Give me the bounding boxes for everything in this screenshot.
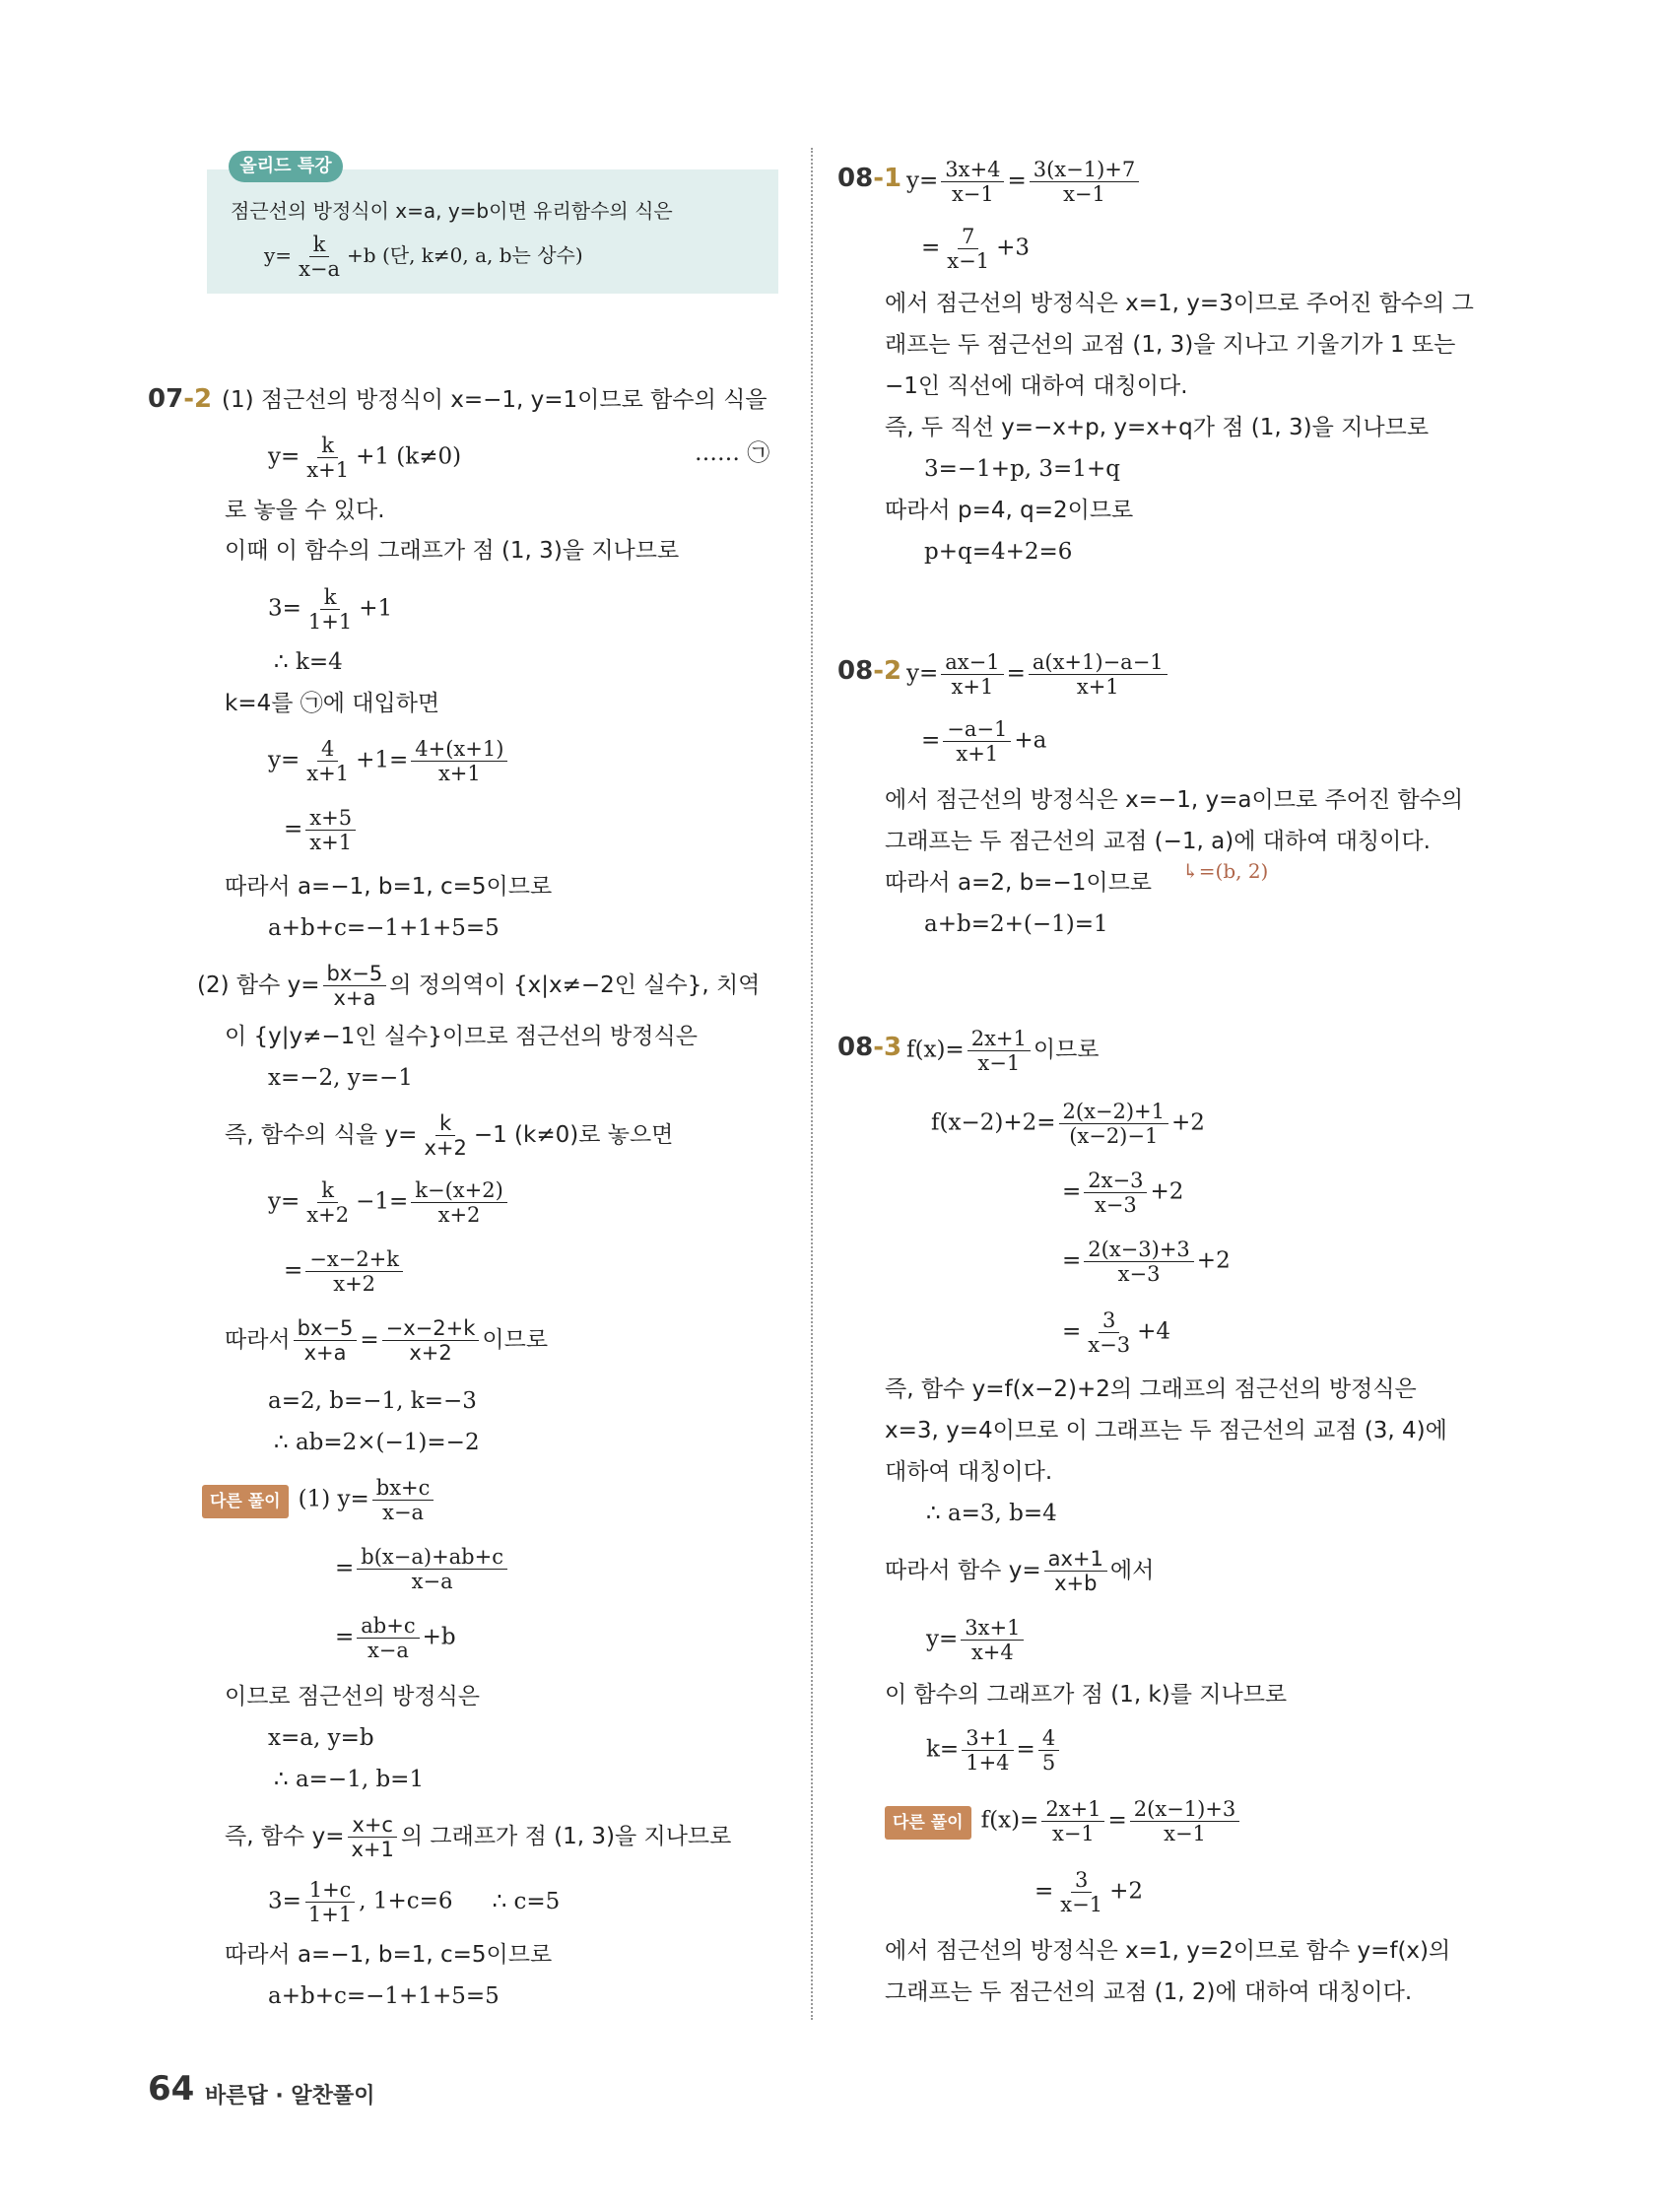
- p08-3-eq: = $\frac{3}{x-3}$ +4: [1062, 1308, 1170, 1357]
- p08-3-alt: 다른 풀이 f(x)= $\frac{2x+1}{x-1}$ = $\frac{2(x-1)+3}{x-1}$: [885, 1797, 1242, 1845]
- p07-2-alt-eq: = $\frac{ab+c}{x-a}$ +b: [335, 1614, 456, 1662]
- p08-1-eq: = $\frac{7}{x-1}$ +3: [921, 225, 1030, 273]
- alt-solution-badge: 다른 풀이: [885, 1806, 971, 1840]
- p07-2-line: ∴ ab=2×(−1)=−2: [274, 1430, 480, 1455]
- p08-3-alt-line: 에서 점근선의 방정식은 x=1, y=2이므로 함수 y=f(x)의: [885, 1938, 1451, 1964]
- p07-2-line: 따라서 a=−1, b=1, c=5이므로: [225, 874, 553, 900]
- p08-2-eq: = $\frac{-a-1}{x+1}$ +a: [921, 717, 1047, 766]
- p08-3-eq: = $\frac{2(x-3)+3}{x-3}$ +2: [1062, 1238, 1231, 1286]
- tip-line-1: 점근선의 방정식이 x=a, y=b이면 유리함수의 식은: [231, 199, 673, 223]
- p08-3-alt-line: 그래프는 두 점근선의 교점 (1, 2)에 대하여 대칭이다.: [885, 1979, 1413, 2005]
- p08-3-line: 이 함수의 그래프가 점 (1, k)를 지나므로: [885, 1682, 1288, 1708]
- p08-3-line: 즉, 함수 y=f(x−2)+2의 그래프의 점근선의 방정식은: [885, 1376, 1417, 1402]
- page-number: 64: [148, 2069, 195, 2109]
- p08-1-line: 3=−1+p, 3=1+q: [924, 456, 1120, 482]
- p07-2-line: 이 {y|y≠−1인 실수}이므로 점근선의 방정식은: [225, 1024, 698, 1049]
- column-divider: [811, 148, 813, 2020]
- p08-3-eq: f(x−2)+2= $\frac{2(x-2)+1}{(x-2)-1}$ +2: [931, 1100, 1205, 1148]
- p07-2-line: 로 놓을 수 있다.: [225, 498, 385, 523]
- p08-1-line: 래프는 두 점근선의 교점 (1, 3)을 지나고 기울기가 1 또는: [885, 332, 1456, 358]
- p07-2-eq: y= $\frac{k}{x+2}$ −1= $\frac{k-(x+2)}{x+2}$: [268, 1178, 510, 1227]
- p07-2-alt-line: 이므로 점근선의 방정식은: [225, 1684, 481, 1709]
- p07-2-alt-line: a+b+c=−1+1+5=5: [268, 1983, 500, 2009]
- tip-badge: 올리드 특강: [229, 151, 343, 182]
- p08-1-line: −1인 직선에 대하여 대칭이다.: [885, 373, 1188, 399]
- problem-07-2-number: 07-2: [148, 384, 213, 414]
- p07-2-alt-eq: 즉, 함수 y= $\frac{x+c}{x+1}$ 의 그래프가 점 (1, 3)을 지나므로: [225, 1813, 732, 1861]
- p07-2-alt-eq: 3= $\frac{1+c}{1+1}$ , 1+c=6 ∴ c=5: [268, 1878, 561, 1926]
- p08-2-eq: y= $\frac{ax-1}{x+1}$ = $\frac{a(x+1)-a-1}{x+1}$: [906, 650, 1170, 699]
- p07-2-line: k=4를 ㉠에 대입하면: [225, 691, 440, 716]
- p08-2-note: ↳=(b, 2): [1182, 859, 1269, 883]
- p08-3-eq: 따라서 함수 y= $\frac{ax+1}{x+b}$ 에서: [885, 1547, 1155, 1595]
- p07-2-eq: = $\frac{x+5}{x+1}$: [284, 806, 359, 854]
- p07-2-line: a+b+c=−1+1+5=5: [268, 915, 500, 941]
- p08-1-line: 따라서 p=4, q=2이므로: [885, 498, 1134, 523]
- alt-solution-badge: 다른 풀이: [202, 1485, 289, 1518]
- problem-08-3-number: 08-3: [837, 1033, 902, 1062]
- p07-2-line: (1) 점근선의 방정식이 x=−1, y=1이므로 함수의 식을: [222, 387, 767, 413]
- p08-3-eq: f(x)= $\frac{2x+1}{x-1}$ 이므로: [906, 1027, 1100, 1075]
- p08-3-alt-eq: = $\frac{3}{x-1}$ +2: [1034, 1868, 1143, 1916]
- p08-2-line: 에서 점근선의 방정식은 x=−1, y=a이므로 주어진 함수의: [885, 787, 1464, 813]
- p07-2-eq: 따라서 $\frac{bx-5}{x+a}$ = $\frac{-x-2+k}{x+2}$ 이므로: [225, 1316, 549, 1365]
- p07-2-alt-eq: = $\frac{b(x-a)+ab+c}{x-a}$: [335, 1545, 510, 1593]
- p07-2-eq: y= $\frac{4}{x+1}$ +1= $\frac{4+(x+1)}{x+1}$: [268, 737, 510, 785]
- p08-1-line: p+q=4+2=6: [924, 539, 1073, 565]
- p08-3-eq: y= $\frac{3x+1}{x+4}$: [926, 1616, 1027, 1664]
- p08-2-line: a+b=2+(−1)=1: [924, 911, 1108, 937]
- p08-3-eq: = $\frac{2x-3}{x-3}$ +2: [1062, 1169, 1184, 1217]
- p07-2-eq: 3= $\frac{k}{1+1}$ +1: [268, 585, 393, 634]
- p08-3-line: x=3, y=4이므로 이 그래프는 두 점근선의 교점 (3, 4)에: [885, 1418, 1447, 1443]
- problem-08-1-number: 08-1: [837, 164, 902, 193]
- p07-2-line: a=2, b=−1, k=−3: [268, 1388, 477, 1414]
- footer-title: 바른답 · 알찬풀이: [205, 2084, 375, 2109]
- p08-3-eq: k= $\frac{3+1}{1+4}$ = $\frac{4}{5}$: [926, 1726, 1062, 1775]
- p08-1-line: 즉, 두 직선 y=−x+p, y=x+q가 점 (1, 3)을 지나므로: [885, 415, 1430, 440]
- p07-2-eq: 즉, 함수의 식을 y= $\frac{k}{x+2}$ −1 (k≠0)로 놓으면: [225, 1111, 674, 1160]
- p07-2-line: 이때 이 함수의 그래프가 점 (1, 3)을 지나므로: [225, 538, 680, 564]
- p08-3-line: 대하여 대칭이다.: [885, 1459, 1053, 1485]
- p07-2-mark: …… ㉠: [695, 440, 770, 466]
- problem-08-2-number: 08-2: [837, 656, 902, 686]
- p08-1-line: 에서 점근선의 방정식은 x=1, y=3이므로 주어진 함수의 그: [885, 291, 1474, 316]
- p07-2-alt-line: ∴ a=−1, b=1: [274, 1767, 425, 1792]
- tip-line-2: y= $\frac{k}{x-a}$ +b (단, k≠0, a, b는 상수): [264, 233, 583, 281]
- p08-3-line: ∴ a=3, b=4: [926, 1501, 1057, 1526]
- p08-1-eq: y= $\frac{3x+4}{x-1}$ = $\frac{3(x-1)+7}{x-1}$: [906, 158, 1142, 206]
- p07-2-alt-line: 따라서 a=−1, b=1, c=5이므로: [225, 1942, 553, 1968]
- p07-2-eq: = $\frac{-x-2+k}{x+2}$: [284, 1247, 406, 1296]
- p07-2-line: ∴ k=4: [274, 649, 343, 675]
- p07-2-line: x=−2, y=−1: [268, 1065, 413, 1091]
- p07-2-alt: 다른 풀이 (1) y= $\frac{bx+c}{x-a}$: [202, 1476, 436, 1524]
- p07-2-eq: y= $\frac{k}{x+1}$ +1 (k≠0): [268, 434, 462, 482]
- p07-2-eq: (2) 함수 y= $\frac{bx-5}{x+a}$ 의 정의역이 {x|x≠−2인 실수}, 치역: [197, 962, 761, 1010]
- p08-2-line: 따라서 a=2, b=−1이므로: [885, 870, 1153, 896]
- p08-2-line: 그래프는 두 점근선의 교점 (−1, a)에 대하여 대칭이다.: [885, 829, 1431, 854]
- p07-2-alt-line: x=a, y=b: [268, 1725, 374, 1751]
